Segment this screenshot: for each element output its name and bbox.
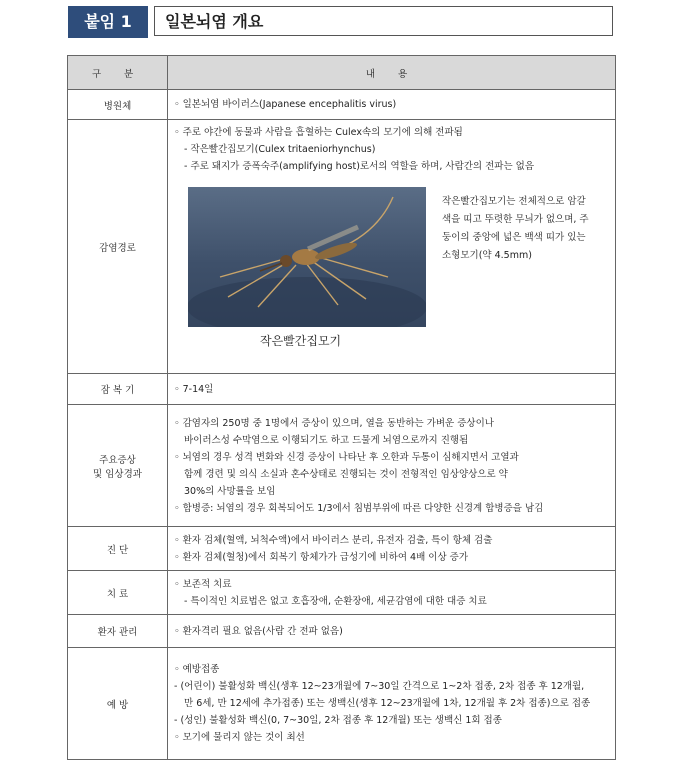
- row-text: - 주로 돼지가 증폭숙주(amplifying host)로서의 역할을 하며, 사람간의 전파는 없음: [184, 161, 535, 172]
- row-text: ◦ 합병증: 뇌염의 경우 회복되어도 1/3에서 침범부위에 따른 다양한 신경계 합병증을 남김: [174, 502, 544, 514]
- row-text: ◦ 일본뇌염 바이러스(Japanese encephalitis virus): [174, 99, 397, 110]
- mosquito-icon: [188, 187, 426, 327]
- row-text: ◦ 보존적 치료: [174, 578, 232, 590]
- row-symptoms: [68, 405, 616, 527]
- row-text: 바이러스성 수막염으로 이행되기도 하고 드물게 뇌염으로까지 진행됨: [184, 434, 469, 446]
- row-text: ◦ 환자 검체(혈액, 뇌척수액)에서 바이러스 분리, 유전자 검출, 특이 항체 검출: [174, 534, 493, 546]
- row-text: - (어린이) 불활성화 백신(생후 12~23개월에 7~30일 간격으로 1~2차 접종, 2차 접종 후 12개월,: [174, 681, 585, 692]
- row-prevention: [68, 648, 616, 760]
- row-text: - 작은빨간집모기(Culex tritaeniorhynchus): [184, 144, 376, 155]
- header-category: 구 분: [68, 56, 168, 90]
- row-text: ◦ 7-14일: [174, 383, 214, 395]
- row-text: ◦ 환자격리 필요 없음(사람 간 전파 없음): [174, 625, 343, 637]
- photo-caption: 작은빨간집모기: [260, 334, 342, 348]
- row-label: 치 료: [68, 571, 168, 615]
- page-title: 일본뇌염 개요: [154, 6, 613, 36]
- row-incubation: [68, 374, 616, 405]
- row-text: 30%의 사망률을 보임: [184, 485, 276, 497]
- row-management: [68, 615, 616, 648]
- row-diagnosis: [68, 527, 616, 571]
- row-text: 함께 경련 및 의식 소실과 혼수상태로 진행되는 것이 전형적인 임상양상으로 약: [184, 468, 508, 480]
- row-text: ◦ 예방접종: [174, 664, 220, 675]
- row-treatment: [68, 571, 616, 615]
- row-label: 감염경로: [68, 120, 168, 374]
- row-label: 예 방: [68, 648, 168, 760]
- appendix-tag: 붙임 1: [68, 6, 148, 38]
- table-header-row: [68, 56, 616, 90]
- row-text: ◦ 감염자의 250명 중 1명에서 증상이 있으며, 열을 동반하는 가벼운 증상이나: [174, 417, 494, 429]
- row-text: ◦ 모기에 물리지 않는 것이 최선: [174, 732, 305, 743]
- row-label: 병원체: [68, 90, 168, 120]
- row-pathogen: [68, 90, 616, 120]
- row-label: 환자 관리: [68, 615, 168, 648]
- page-header: [68, 6, 615, 38]
- row-label: 잠 복 기: [68, 374, 168, 405]
- row-label: 주요증상 및 임상경과: [68, 405, 168, 527]
- row-text: 만 6세, 만 12세에 추가접종) 또는 생백신(생후 12~23개월에 1차, 12개월 후 2차 접종)으로 접종: [184, 698, 591, 709]
- row-text: - 특이적인 치료법은 없고 호흡장애, 순환장애, 세균감염에 대한 대증 치료: [184, 595, 487, 607]
- row-text: - (성인) 불활성화 백신(0, 7~30일, 2차 접종 후 12개월) 또는 생백신 1회 접종: [174, 715, 502, 726]
- overview-table: [67, 55, 616, 760]
- header-content: 내 용: [168, 56, 616, 90]
- mosquito-description: 작은빨간집모기는 전체적으로 암갈색을 띠고 뚜렷한 무늬가 없으며, 주둥이의 중앙에 넓은 백색 띠가 있는 소형모기(약 4.5mm): [442, 196, 589, 261]
- row-text: ◦ 환자 검체(혈청)에서 회복기 항체가가 급성기에 비하여 4배 이상 증가: [174, 551, 469, 563]
- row-label: 진 단: [68, 527, 168, 571]
- row-text: ◦ 뇌염의 경우 성격 변화와 신경 증상이 나타난 후 오한과 두통이 심해지면서 고열과: [174, 451, 519, 463]
- row-text: ◦ 주로 야간에 동물과 사람을 흡혈하는 Culex속의 모기에 의해 전파됨: [174, 127, 463, 138]
- mosquito-photo: [188, 187, 426, 327]
- row-transmission: [68, 120, 616, 374]
